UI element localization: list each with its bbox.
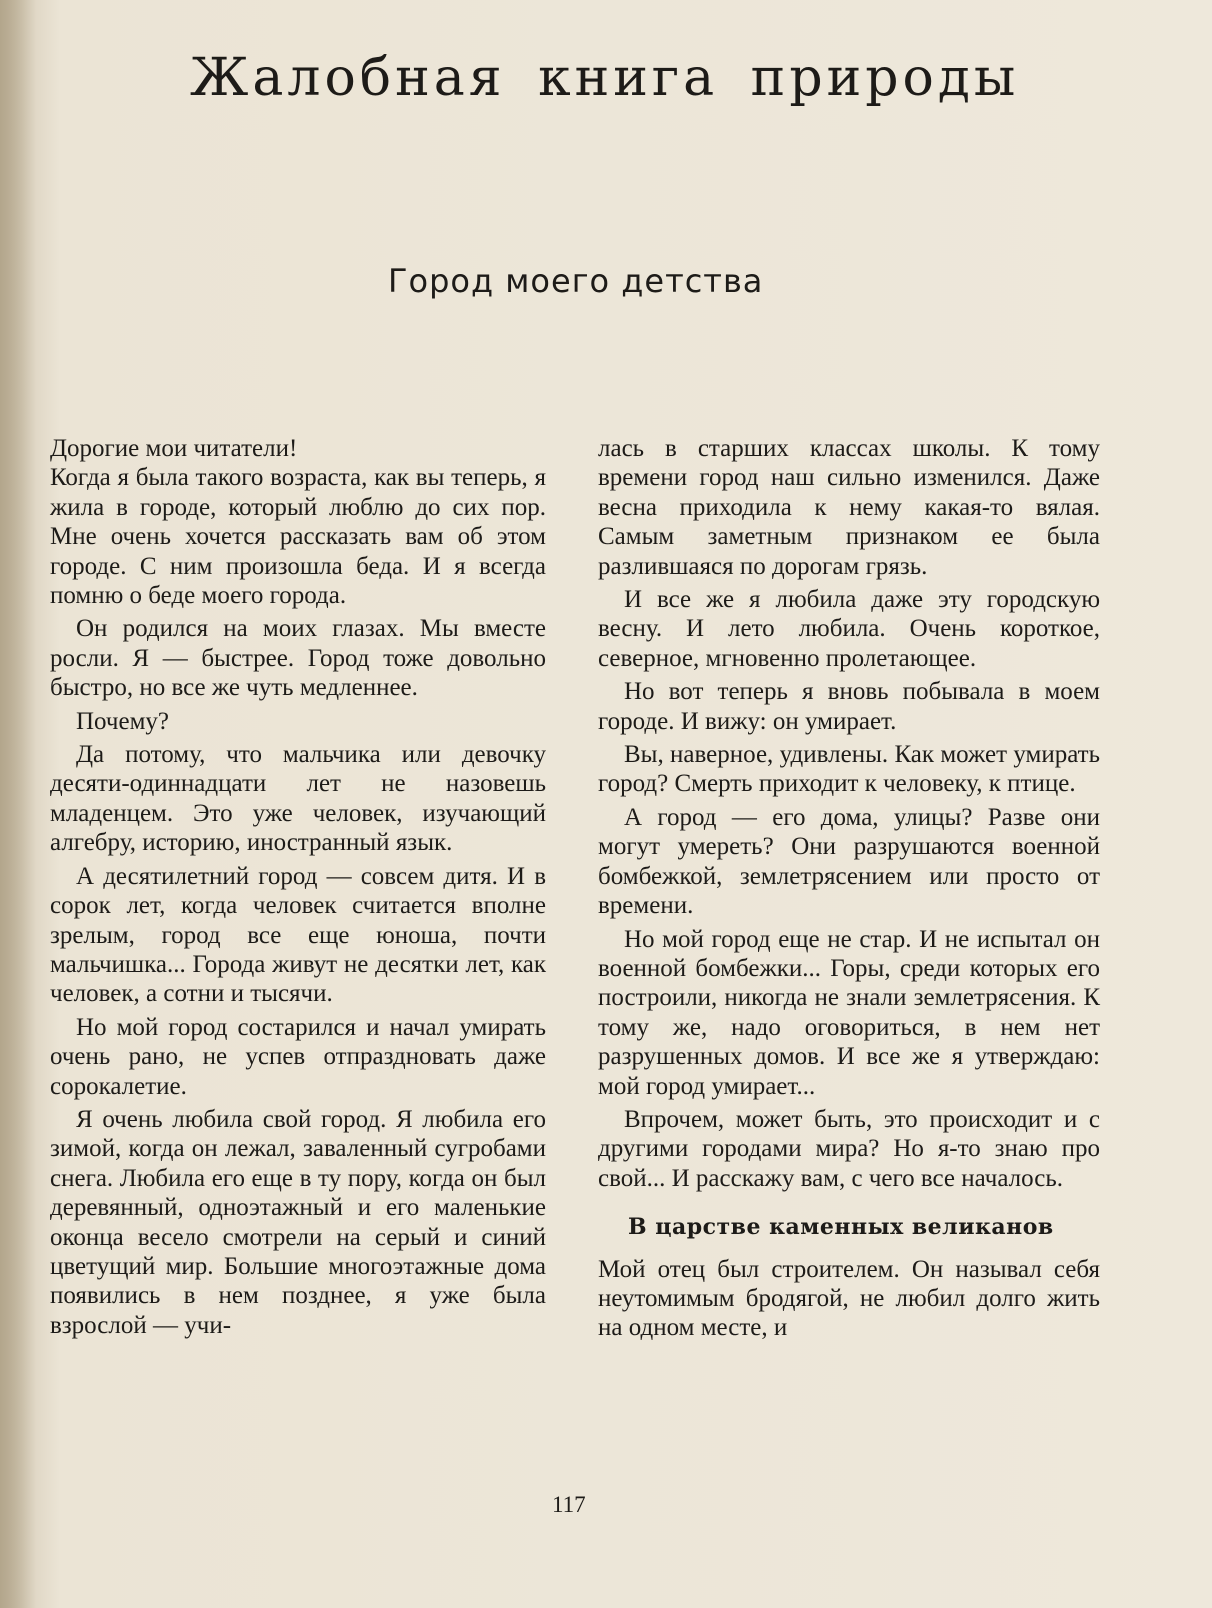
paragraph: А десятилетний город — совсем дитя. И в сорок лет, когда человек считается вполне зрелым, город все еще юноша, почти мальчишка... Города живут не десятки лет, как человек, а сотни и тысячи.	[50, 862, 546, 1008]
page-number: 117	[552, 1492, 586, 1517]
paragraph: А город — его дома, улицы? Разве они могут умереть? Они разрушаются военной бомбежкой, землетрясением или просто от времени.	[598, 803, 1100, 920]
left-column	[50, 434, 546, 1344]
paragraph: Вы, наверное, удивлены. Как может умирать город? Смерть приходит к человеку, к птице.	[598, 741, 1100, 798]
paragraph: Мой отец был строителем. Он называл себя неутомимым бродягой, не любил долго жить на одном месте, и	[598, 1255, 1100, 1342]
right-column	[598, 434, 1100, 1347]
paragraph: лась в старших классах школы. К тому времени город наш сильно изменился. Даже весна приходила к нему какая-то вялая. Самым заметным признаком ее была разлившаяся по дорогам грязь.	[598, 435, 1100, 580]
paragraph: Да потому, что мальчика или девочку десяти-одиннадцати лет не назовешь младенцем. Это уже человек, изучающий алгебру, историю, иностранный язык.	[50, 741, 546, 857]
paragraph: Когда я была такого возраста, как вы теперь, я жила в городе, который люблю до сих пор. Мне очень хочется рассказать вам об этом городе. С ним произошла беда. И я всегда помню о беде моего города.	[50, 464, 546, 610]
book-title: Жалобная книга природы	[190, 48, 1020, 108]
paragraph: Но вот теперь я вновь побывала в моем городе. И вижу: он умирает.	[598, 678, 1100, 735]
section-subheading: В царстве каменных великанов	[628, 1214, 1054, 1241]
paragraph: Почему?	[76, 707, 169, 735]
paragraph: Но мой город состарился и начал умирать очень рано, не успев отпраздновать даже сорокалетие.	[50, 1013, 546, 1100]
paragraph: Я очень любила свой город. Я любила его зимой, когда он лежал, заваленный сугробами снега. Любила его еще в ту пору, когда он был деревянный, одноэтажный и его маленькие оконца весело смотрели на серый и синий цветущий мир. Большие многоэтажные дома появились в нем позднее, я уже была взрослой — учи-	[50, 1105, 546, 1339]
chapter-title: Город моего детства	[388, 262, 764, 300]
paragraph: Он родился на моих глазах. Мы вместе росли. Я — быстрее. Город тоже довольно быстро, но все же чуть медленнее.	[50, 615, 546, 702]
paragraph: И все же я любила даже эту городскую весну. И лето любила. Очень короткое, северное, мгновенно пролетающее.	[598, 586, 1100, 672]
greeting: Дорогие мои читатели!	[50, 435, 298, 462]
paragraph: Впрочем, может быть, это происходит и с другими городами мира? Но я-то знаю про свой... И расскажу вам, с чего все началось.	[598, 1105, 1100, 1192]
paragraph: Но мой город еще не стар. И не испытал он военной бомбежки... Горы, среди которых его построили, никогда не знали землетрясения. К тому же, надо оговориться, в нем нет разрушенных домов. И все же я утверждаю: мой город умирает...	[598, 925, 1100, 1100]
